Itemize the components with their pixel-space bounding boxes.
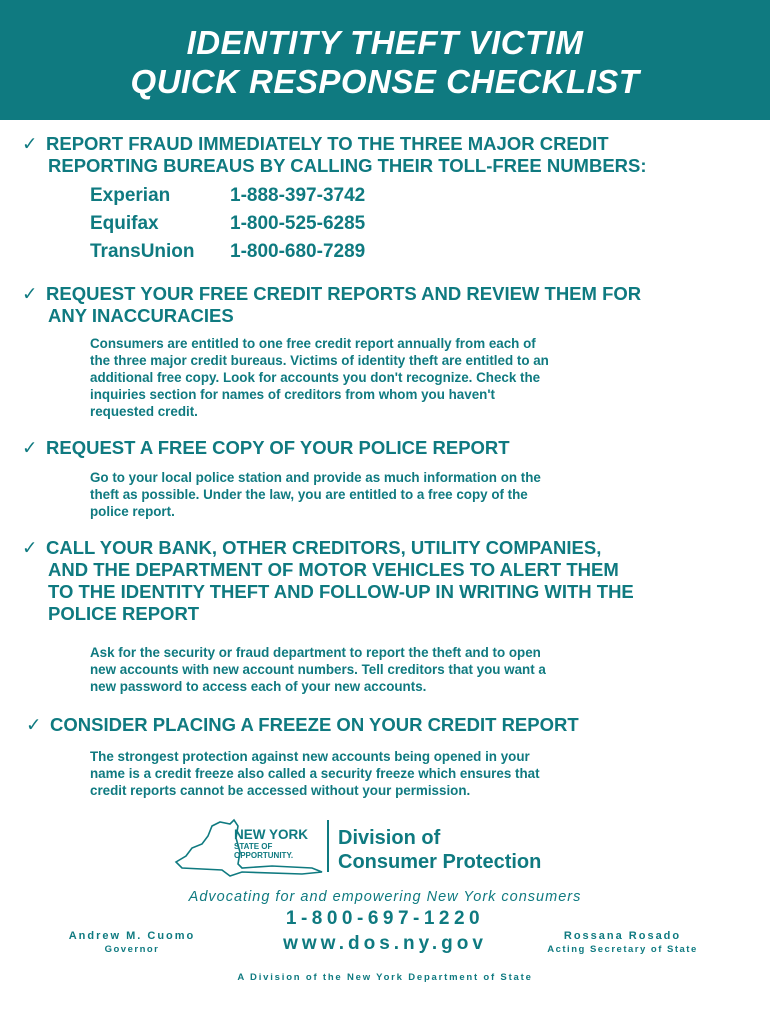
logo-divider [327,820,329,872]
secretary-credit: Rossana Rosado Acting Secretary of State [547,930,698,955]
item-heading: ✓ REPORT FRAUD IMMEDIATELY TO THE THREE MAJOR CREDIT REPORTING BUREAUS BY CALLING THEIR TOLL-FREE NUMBERS: [22,133,647,176]
website-link[interactable]: www.dos.ny.gov [283,933,487,954]
item-heading: ✓ CONSIDER PLACING A FREEZE ON YOUR CREDIT REPORT [26,714,579,735]
bureau-list [90,182,365,266]
item-body: Go to your local police station and provide as much information on the theft as possible. Under the law, you are entitled to a free copy of the police report. [90,470,541,519]
checkmark-icon: ✓ [22,283,38,304]
ny-logo-text: NEW YORK STATE OF OPPORTUNITY. [234,827,309,860]
checklist-item-report-fraud [22,133,762,177]
checklist-item-call-bank [22,537,762,625]
item-heading: ✓ CALL YOUR BANK, OTHER CREDITORS, UTILITY COMPANIES, AND THE DEPARTMENT OF MOTOR VEHICLES TO ALERT THEM TO THE IDENTITY THEFT AND FOLLOW-UP IN WRITING WITH THE POLICE REPORT [22,537,634,624]
checkmark-icon: ✓ [26,714,42,735]
bureau-row: TransUnion 1-800-680-7289 [90,241,366,262]
bureau-row: Experian 1-888-397-3742 [90,185,366,206]
contact-phone[interactable]: 1-800-697-1220 [285,908,485,929]
tagline: Advocating for and empowering New York consumers [188,889,582,905]
governor-credit: Andrew M. Cuomo Governor [68,930,196,955]
footer-text: A Division of the New York Department of State [237,972,533,983]
checkmark-icon: ✓ [22,133,38,154]
item-heading: ✓ REQUEST A FREE COPY OF YOUR POLICE REPORT [22,437,510,458]
division-title: Division of Consumer Protection [338,827,542,873]
bureau-row: Equifax 1-800-525-6285 [90,213,366,234]
checkmark-icon: ✓ [22,537,38,558]
item-body: Ask for the security or fraud department to report the theft and to open new accounts with new account numbers. Tell creditors that you want a new password to access each of your new accounts. [90,645,546,694]
title-banner [0,0,770,120]
checklist-item-police-report [22,437,762,459]
title-line-1: IDENTITY THEFT VICTIM [186,24,584,61]
checklist-item-credit-freeze [26,714,766,736]
item-body: Consumers are entitled to one free credit report annually from each of the three major credit bureaus. Victims of identity theft are entitled to an additional free copy. Look for accounts you don't recognize. Check the inquiries section for names of creditors from whom you haven't requested credit. [90,336,549,419]
item-body: The strongest protection against new accounts being opened in your name is a credit freeze also called a security freeze which ensures that credit reports cannot be accessed without your permission. [90,749,540,798]
checklist-item-free-reports [22,283,762,327]
title-line-2: QUICK RESPONSE CHECKLIST [130,63,640,100]
item-heading: ✓ REQUEST YOUR FREE CREDIT REPORTS AND REVIEW THEM FOR ANY INACCURACIES [22,283,642,326]
checkmark-icon: ✓ [22,437,38,458]
